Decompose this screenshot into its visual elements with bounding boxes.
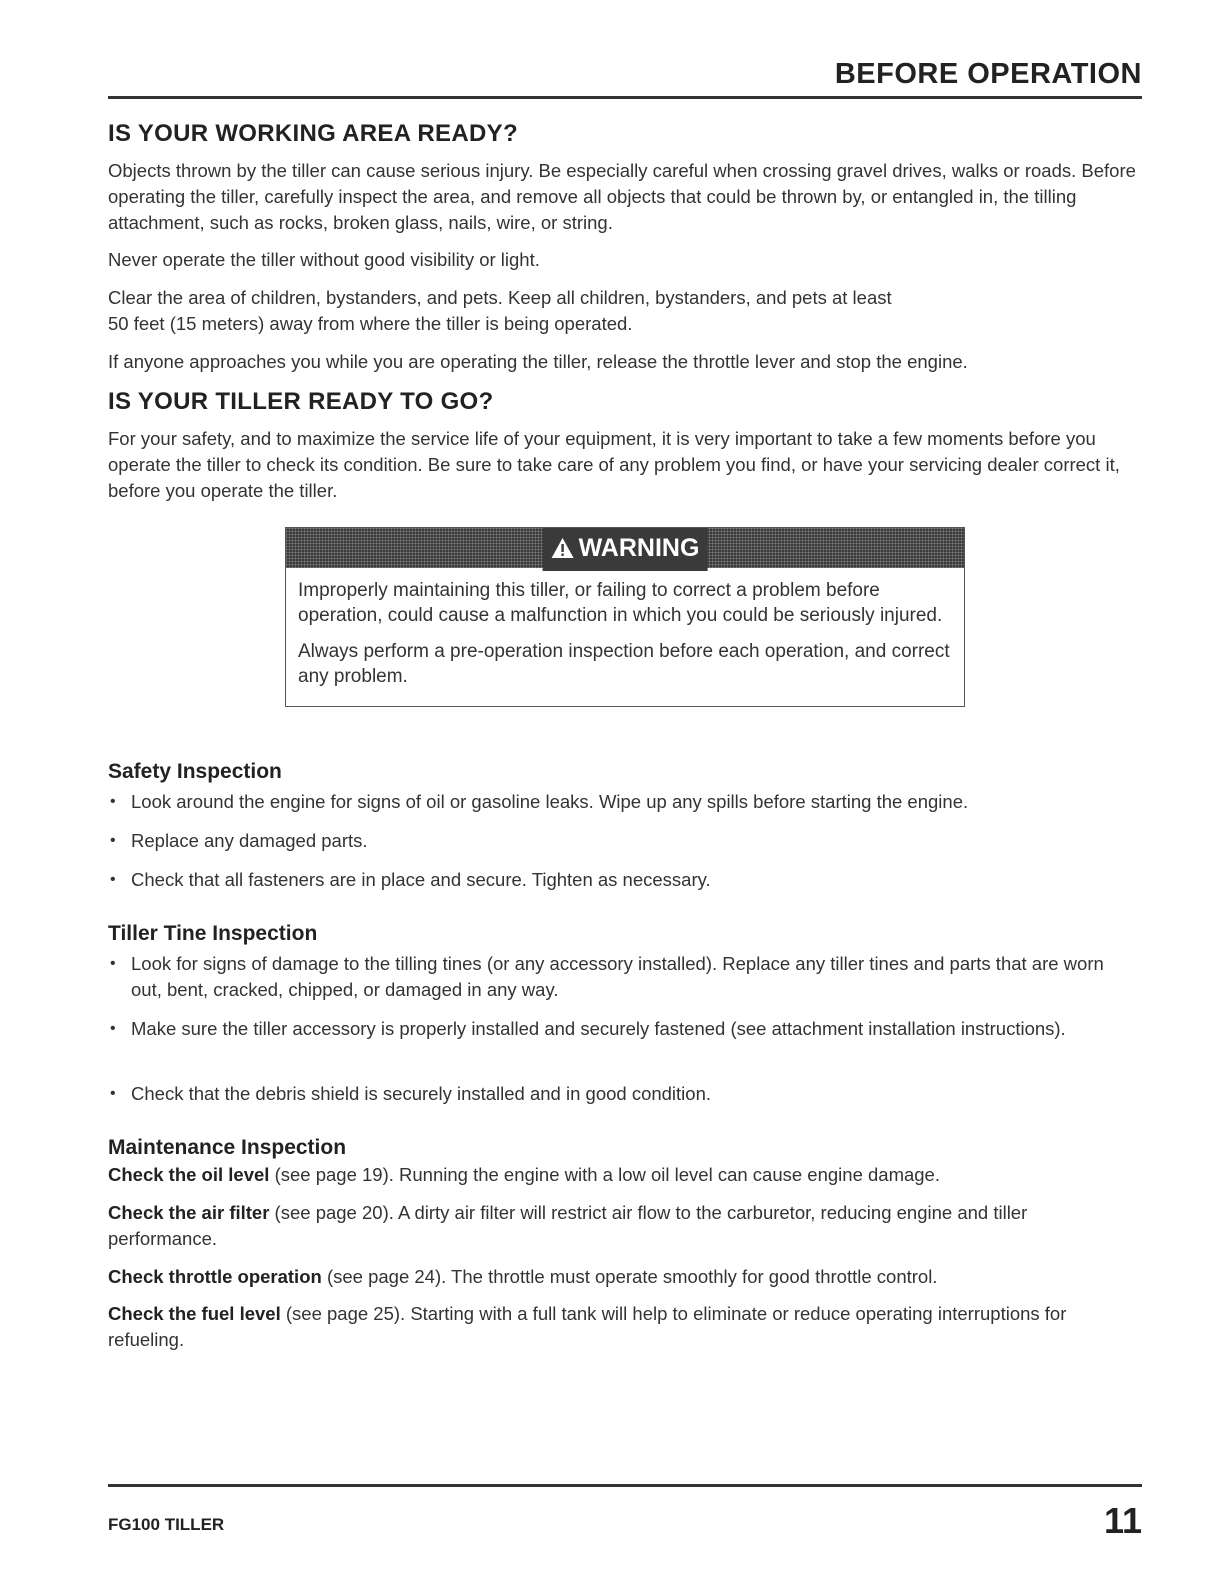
working-area-paragraph-3a: Clear the area of children, bystanders, and pets. Keep all children, bystanders, and pets at least: [108, 287, 892, 308]
list-item-text: Check that the debris shield is securely installed and in good condition.: [131, 1083, 712, 1104]
warning-banner: [286, 528, 964, 568]
warning-paragraph-2: Always perform a pre-operation inspection before each operation, and correct any problem.: [298, 641, 950, 687]
tiller-ready-paragraph: For your safety, and to maximize the service life of your equipment, it is very important to take a few moments before you operate the tiller to check its condition. Be sure to take care of any problem you find, or have your servicing dealer correct it, before you operate the tiller.: [108, 428, 1120, 501]
maintenance-item-throttle: [108, 1264, 1138, 1290]
maintenance-item-text: (see page 19). Running the engine with a low oil level can cause engine damage.: [269, 1164, 940, 1185]
header-rule: [108, 96, 1142, 99]
warning-triangle-icon: [551, 531, 575, 571]
manual-page: [108, 0, 1142, 1584]
working-area-paragraph-3b: 50 feet (15 meters) away from where the tiller is being operated.: [108, 313, 633, 334]
footer-model: FG100 TILLER: [108, 1515, 225, 1534]
maintenance-item-title: Check throttle operation: [108, 1266, 322, 1287]
maintenance-item-text: (see page 24). The throttle must operate smoothly for good throttle control.: [321, 1266, 938, 1287]
maintenance-item-title: Check the fuel level: [108, 1303, 281, 1324]
maintenance-item-air-filter: [108, 1200, 1138, 1252]
list-item: [108, 1081, 1138, 1107]
tiller-ready-heading: IS YOUR TILLER READY TO GO?: [108, 388, 494, 415]
warning-label: [543, 528, 708, 571]
list-item-text: Check that all fasteners are in place and secure. Tighten as necessary.: [131, 869, 711, 890]
working-area-paragraph-1: Objects thrown by the tiller can cause serious injury. Be especially careful when crossing gravel drives, walks or roads. Before operating the tiller, carefully inspect the area, and remove all objects that could be thrown by, or entangled in, the tilling attachment, such as rocks, broken glass, nails, wire, or string.: [108, 160, 1136, 233]
list-item: [108, 828, 1138, 854]
bullet-icon: •: [110, 832, 116, 849]
maintenance-item-text: (see page 25). Starting with a full tank will help to eliminate or reduce operating interruptions for refueling.: [108, 1303, 1067, 1350]
section-header-title: BEFORE OPERATION: [834, 58, 1142, 90]
working-area-heading: IS YOUR WORKING AREA READY?: [108, 120, 518, 147]
bullet-icon: •: [110, 1085, 116, 1102]
list-item: [108, 789, 1138, 815]
warning-label-text: WARNING: [578, 534, 700, 562]
maintenance-item-title: Check the air filter: [108, 1202, 270, 1223]
maintenance-item-title: Check the oil level: [108, 1164, 270, 1185]
maintenance-item-oil: [108, 1162, 1138, 1188]
list-item: [108, 951, 1138, 1003]
working-area-paragraph-2: Never operate the tiller without good visibility or light.: [108, 249, 540, 270]
bullet-icon: •: [110, 1020, 116, 1037]
list-item-text: Look around the engine for signs of oil or gasoline leaks. Wipe up any spills before starting the engine.: [131, 791, 969, 812]
bullet-icon: •: [110, 871, 116, 888]
bullet-icon: •: [110, 955, 116, 972]
tine-inspection-heading: Tiller Tine Inspection: [108, 922, 318, 945]
list-item-text: Replace any damaged parts.: [131, 830, 368, 851]
footer-rule: [108, 1484, 1142, 1487]
maintenance-item-fuel: [108, 1301, 1138, 1353]
list-item: [108, 867, 1138, 893]
list-item: [108, 1016, 1138, 1042]
warning-box: [285, 527, 965, 707]
warning-paragraph-1: Improperly maintaining this tiller, or failing to correct a problem before operation, could cause a malfunction in which you could be seriously injured.: [298, 580, 943, 626]
maintenance-inspection-heading: Maintenance Inspection: [108, 1136, 347, 1159]
working-area-paragraph-4: If anyone approaches you while you are operating the tiller, release the throttle lever and stop the engine.: [108, 351, 968, 372]
maintenance-item-text: (see page 20). A dirty air filter will restrict air flow to the carburetor, reducing engine and tiller performance.: [108, 1202, 1028, 1249]
list-item-text: Look for signs of damage to the tilling tines (or any accessory installed). Replace any tiller tines and parts that are worn out, bent, cracked, chipped, or damaged in any way.: [131, 953, 1104, 1000]
list-item-text: Make sure the tiller accessory is properly installed and securely fastened (see attachment installation instructions).: [131, 1018, 1066, 1039]
bullet-icon: •: [110, 793, 116, 810]
safety-inspection-heading: Safety Inspection: [108, 760, 282, 783]
page-number: 11: [1103, 1500, 1142, 1541]
